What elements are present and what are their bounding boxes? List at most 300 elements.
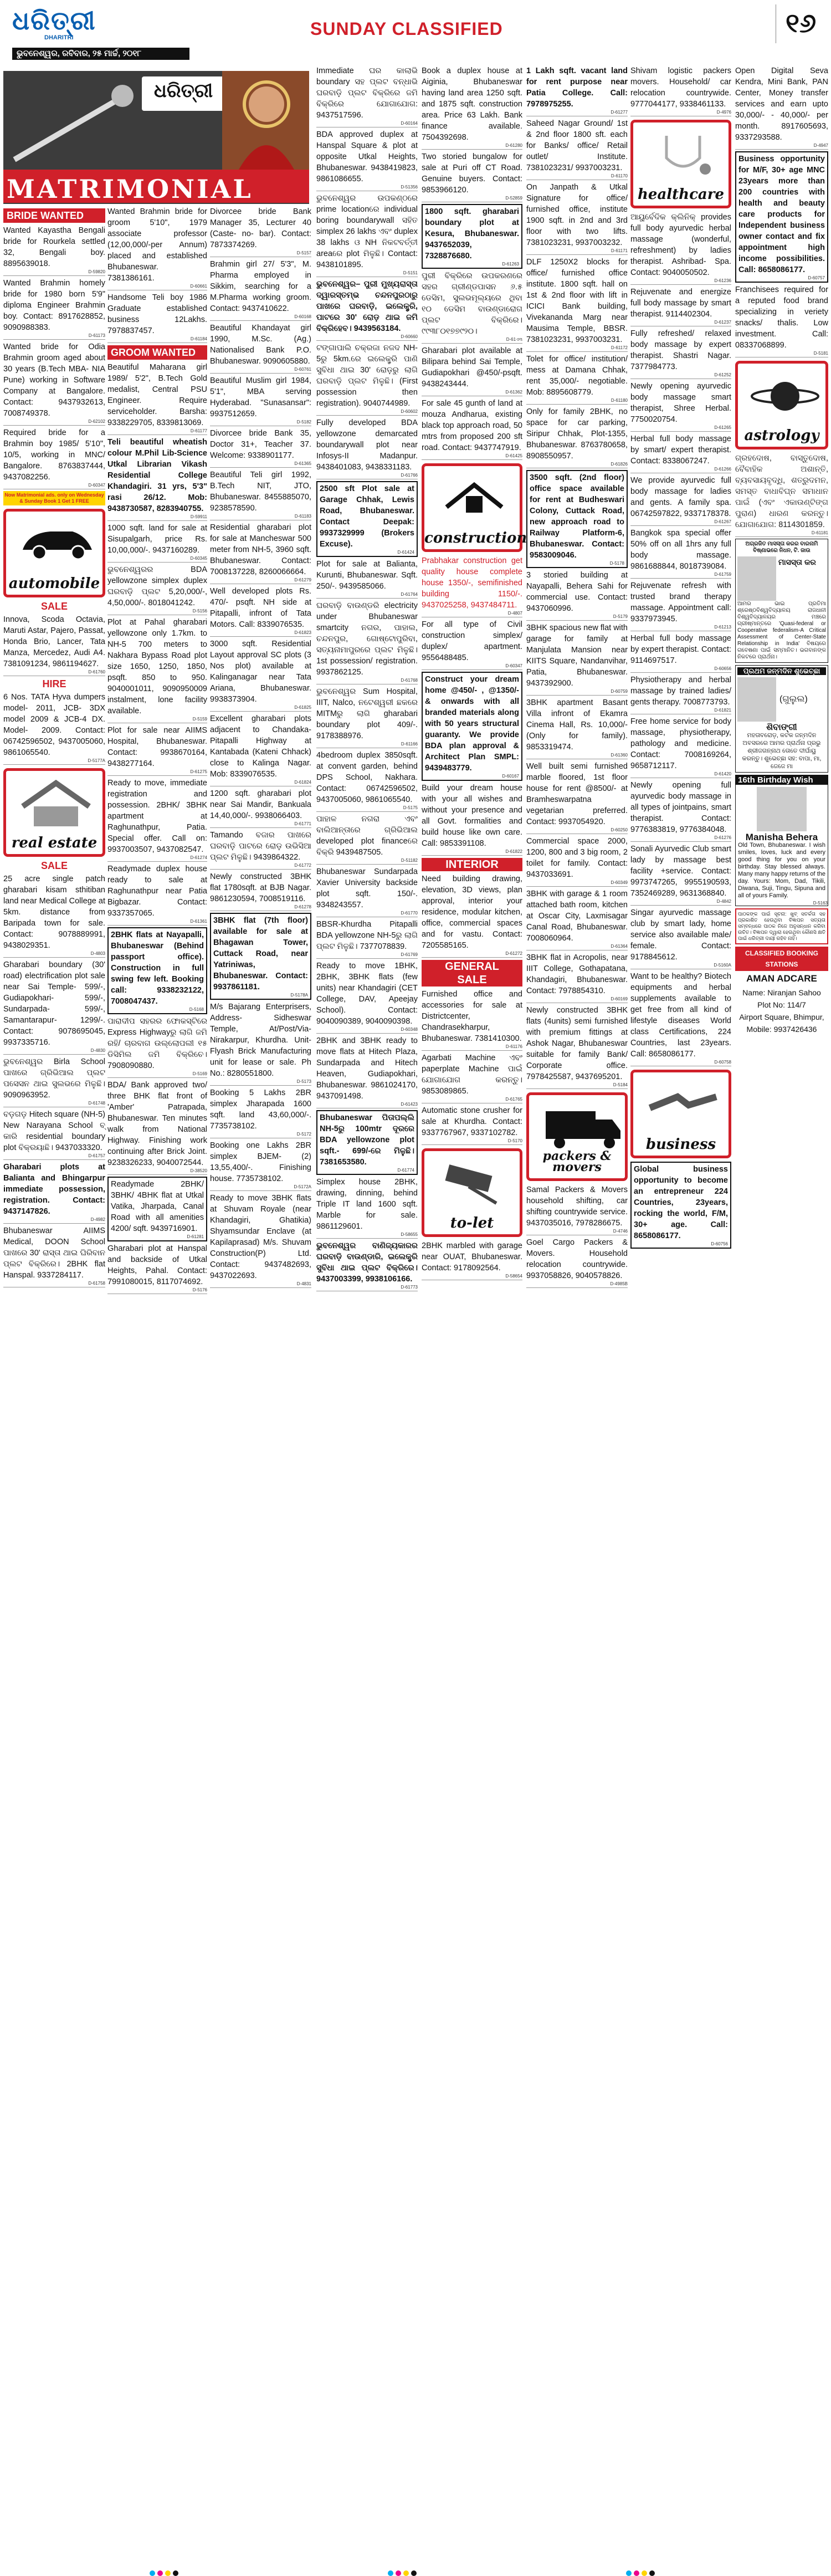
ad-text: Bhubaneswar Sundarpada Xavier University backside plot sqft. 150/-. 9348243557. [316,867,418,909]
ad-text: DLF 1250X2 blocks for office/ furnished office institute. 1800 sqft. hall on 1st & 2nd floor with lift in ICICI Bank building, Vivekananda Marg near Mausima Temple, BBSR. 7381023231, 9937003231. [526,258,628,344]
ad-code: D-60660 [401,334,418,339]
classified-ad [422,619,522,670]
ad-code: D-61764 [401,592,418,597]
booking-line: Mobile: 9937426436 [746,1025,817,1034]
column-2 [107,206,207,1423]
classified-ad [107,1016,207,1078]
classified-ad [735,151,828,283]
column-8 [735,65,828,1282]
ad-text: 3BHK flat in Acropolis, near IIIT College, Gothapatana, Khandagiri, Bhubaneswar. Contact: 7978854310. [526,953,628,995]
classified-ad [107,617,207,723]
ad-code: D-4803 [90,951,105,956]
ad-text: Singar ayurvedic massage club by smart lady, home service also available male/ female. Contact: 9178845612. [630,908,731,962]
registration-dot [396,2570,401,2576]
ad-code: D-60167 [502,774,519,779]
construction-tile [422,463,527,552]
classified-ad [526,761,628,834]
print-registration-footer [0,1285,831,1294]
registration-dot [634,2570,639,2576]
classified-ad [210,788,311,828]
registration-dot [411,2570,417,2576]
classified-ad [107,362,207,435]
ad-code: D-60757 [808,275,825,280]
classified-ad [210,830,311,870]
ad-code: D-62102 [88,419,105,424]
ad-code: D-60761 [294,367,311,372]
ad-code: D-61180 [611,398,628,403]
birthday-wish-heading: 16th Birthday Wish [736,775,828,785]
classified-ad [526,470,628,568]
booking-heading: CLASSIFIED BOOKING STATIONS [735,947,828,971]
classified-ad [3,1056,105,1107]
column-1 [3,206,105,1423]
ad-code: D-61822 [505,849,522,854]
ad-text: Open Digital Seva Kendra, Mini Bank, PAN Center, Money transfer services and earn upto 30,000/- - 40,000/- per month. 8917605693, 9337293588. [735,67,828,142]
classified-ad [422,1105,522,1145]
ad-text: ଟଙ୍ଗାପାଲି ଚକ୍ରଜା ନଜଦ NH-5ରୁ 5km.ରେ ଇଲେକ୍ଟ୍ରି ପାଣି ସୁବିଧା ଥାଇ 30' ରୋଡ଼ରୁ ଲାଗି ଘରବାଡ଼ି ପ୍ଲଟ ମିଳୁଛି। (First possession then registration). 9040744989. [316,344,418,408]
ad-code: D-5177A [88,758,105,763]
column-4 [316,65,418,1290]
ad-text: Wanted Brahmin homely bride for 1980 born 5'9" diploma Engineer Brahmin boy. Contact: 8917628852, 9090988383. [3,279,105,332]
ad-text: Gharabari plot available at Bilipara behind Sai Temple, Gudiapokhari @450/-psqft. 9438243444. [422,346,522,389]
classified-ad [210,522,311,584]
ad-code: D-4947 [813,143,828,148]
logo-text: ଧରିତ୍ରୀ [12,6,96,35]
real-estate-tile [3,768,105,857]
ad-code: D-61774 [397,1168,414,1173]
ad-code: D-61176 [505,1044,522,1049]
ad-code: D-61281 [187,1234,204,1239]
ad-code: D-61267 [714,519,731,524]
ad-text: 3000 sqft. Residential Layout approval SC plots (3 Nos plot) available at Kalinganagar near Tata Ariana, Bhubaneswar. 9938373904. [210,640,311,704]
ad-code: D-61420 [714,771,731,776]
ad-code: D-61766 [401,473,418,478]
business-ad [630,1162,731,1249]
astrology-label: astrology [744,427,819,444]
ad-code: D-5178 [609,561,624,566]
ad-text: Furnished office and accessories for sale at Districtcenter, Chandrasekharpur, Bhubaneswar. 7381410300. [422,990,522,1043]
ad-code: D-4842 [716,899,731,904]
ad-text: Sonali Ayurvedic Club smart lady by massage best facility +service. Contact: 9973747265, 9955190593, 7352469289, 9631368840. [630,845,731,898]
healthcare-label: healthcare [638,186,724,203]
ad-text: For sale 45 gunth of land at mouza Andharua, existing black top approach road, 50 mtrs from proposed 200 sft road. Contact: 9437747919. [422,399,522,452]
classified-ad [316,866,418,917]
birthday-heading: ପ୍ରଥମ ଜନ୍ମଦିନ ଶୁଭେଚ୍ଛା [737,667,826,675]
ad-code: D-61272 [505,951,522,956]
ad-code: D-5184 [613,1082,628,1087]
ad-code: D-61769 [401,952,418,957]
ad-code: D-61365 [294,461,311,466]
ad-text: 3BHK flat (7th floor) available for sale at Bhagawan Tower, Cuttack Road, near Yatriniwas, Bhubaneswar. Contact: 9937861181. [213,916,308,991]
ad-text: Commercial space 2000, 1200, 800 and 3 big room, 2 toilet for family. Contact: 9437033691. [526,837,628,879]
classified-ad [526,182,628,255]
birthday-wish-photo [757,787,807,831]
to-let-ad [422,1240,522,1280]
classified-ad [210,1001,311,1086]
classified-ad [422,270,522,344]
classified-ad [210,1087,311,1138]
construction-label: construction [424,530,527,546]
classified-ad [316,481,418,557]
classified-ad [422,345,522,396]
classified-ad [3,1162,105,1224]
registration-dot [165,2570,171,2576]
astrology-ad [735,453,828,537]
ad-code: D-61263 [502,262,519,267]
newspaper-logo [12,6,145,44]
ad-text: 1800 sqft. gharabari boundary plot at Kesura, Bhubaneswar. 9437652039, 7328876680. [425,207,519,260]
ad-text: 3500 sqft. (2nd floor) office space available for rent at Budheswari Colony, Cuttack Road, new approach road to Railway Platform-6, Bhubaneswar. Contact: 9583009046. [530,473,624,560]
ad-code: D-61ଏ୩ [506,337,522,342]
to-let-sign-icon [435,1159,513,1209]
classified-ad [630,580,731,631]
ad-code: D-5179 [613,614,628,619]
registration-dot [403,2570,409,2576]
classified-ad [316,750,418,812]
page-number: ୧୬ [786,8,817,39]
classified-ad [3,341,105,426]
ad-code: D-61279 [294,577,311,582]
ad-code: D-61760 [88,669,105,674]
registration-dot [649,2570,655,2576]
ad-code: D-61748 [88,1101,105,1106]
ad-code: D-61213 [714,625,731,630]
ad-code: D-61823 [294,630,311,635]
ad-text: Saheed Nagar Ground/ 1st & 2nd floor 1800 sft. each for Banks/ office/ Retail outlet/ Institute. 7381023231/ 9937003231. [526,119,628,172]
ad-text: Immediate ଘର କାଲାଭି boundary ସହ ପ୍ଲଟ ବନ୍ଧାଭି ଘରବାଡ଼ି ପ୍ଲଟ ବିକ୍ରିରେ ଜମି ବିକ୍ରିରେ ଯୋଗାଯୋଗ: 9437517596. [316,67,418,120]
ad-code: D-61364 [611,944,628,949]
ad-code: D-4976 [716,110,731,115]
classified-ad [422,672,522,781]
ad-code: D-60756 [711,1241,728,1246]
classified-ad [316,1110,418,1175]
classified-ad [316,1035,418,1108]
obituary-text: ଆମର ଭାଇ ପ୍ରତିମା ଶ୍ରେଷ୍ଠବିଶ୍ୱବିଦ୍ୟାଳୟ ରାଜଧାନୀ ବିଶ୍ୱବିଦ୍ୟାଳୟର ମଞ୍ଚରେ ଗ୍ରୀଷ୍ମାନ୍ତରେ 'Quasi-federal or Cooperative federalism-A Critical Assessment of Center-State Relationship in India' ବିଷୟରେ ଗବେଷଣା ପାଇଁ ସମ୍ମାନିତ। ଭଗବାନଙ୍କ ନିକଟରେ ପ୍ରାର୍ଥନା। [737,601,826,660]
ad-code: D-60661 [190,284,207,289]
booking-line: Name: Niranjan Sahoo [742,988,821,997]
interior-heading: INTERIOR [422,858,522,871]
classified-ad [107,927,207,1014]
ad-text: Build your dream house with your all wishes and without your presence and all Govt. formalities and build house like own care. Call: 9853391108. [422,784,522,848]
ad-code: D-58654 [505,1274,522,1279]
ad-text: Simplex house 2BHK, drawing, dinning, behind Triple IT land 1600 sqft. Marble for sale. 9861129601. [316,1178,418,1231]
classified-ad [630,633,731,673]
ad-text: 25 acre single patch gharabari kisam sthitiban land near Medical College at 5km. distance from Baripada town for sale. Contact: 9078889991, 9438029351. [3,875,105,950]
birthday-nickname: (ଗୁଲୁଲ) [779,694,808,704]
ad-code: D-61362 [505,390,522,395]
construction-icon [435,474,513,524]
ad-text: Plot for sale near AIIMS Hospital, Bhubaneswar. Contact: 9938670164, 9438277164. [107,726,207,768]
ad-text: Brahmin girl 27/ 5'3", M. Pharma employed in Sikkim, searching for a M.Pharma working groom. Contact: 9437410622. [210,260,311,313]
to-let-tile [422,1148,522,1237]
classified-ad [210,323,311,374]
ad-text: Bangkok spa special offer 50% off on all 1hrs any full body massage. 9861688844, 8018739084. [630,529,731,571]
ad-text: Bhubaneswar AIIMS Medical, DOON School ପାଖରେ 30' ରାସ୍ତା ଥାଇ ଘିରିବାନ ପ୍ଲଟ ବିକ୍ରିରେ। 2BHK flat Hanspal. 9337284117. [3,1226,105,1280]
classified-ad [630,907,731,969]
classified-ad [630,971,731,1066]
ad-text: Innova, Scoda Octavia, Maruti Astar, Pajero, Passat, Honda Brio, Lancer, Tata Manza, Mercedez, Audi A4. 7381091234, 9861194627. [3,615,105,668]
booking-line: Airport Square, Bhimpur, [739,1013,824,1021]
obituary-name: ମାସସ୍ତା କର [778,558,816,566]
ad-text: Newly constructed 3BHK flat 1780sqft. at BJB Nagar. 9861230594, 7008519116. [210,872,311,903]
classified-ad [422,398,522,460]
ad-code: D-61183 [294,514,311,519]
ad-code: D-58655 [401,1232,418,1237]
ad-code: D-61275 [190,769,207,774]
ad-code: D-5163 [813,901,828,906]
ad-text: We provide ayurvedic full body massage for ladies and gents. A family spa. 06742597822, 9337178378. [630,476,731,518]
free-offer-note: Now Matrimonial ads. only on Wednesday & Sunday Book 1 Get 1 FREE [3,491,105,505]
ad-code: D-61171 [611,248,628,253]
ad-text: Divorcee bride Bank Manager 35, Lecturer 40 (Caste- no- bar). Contact: 7873374269. [210,207,311,249]
ad-text: Shivam logistic packers movers. Household/ car relocation countrywide. 9777044177, 9338461133. [630,67,731,109]
ad-code: D-5157 [296,251,311,255]
classified-ad [526,1184,628,1235]
ad-text: ଭୁବନେଶ୍ୱର Birla School ପାଖରେ ଗ୍ରିଭିଆଲ ପ୍ଲଟ ପସେସନ ଥାଇ ସୁଲଭରେ ମିଳୁଛି। 9090963952. [3,1057,105,1100]
classified-ad [526,257,628,352]
ad-code: D-61759 [714,572,731,577]
ad-code: D-5169 [192,1071,207,1076]
ad-code: D-4831 [296,1281,311,1286]
ad-text: Herbal full body massage by smart/ expert therapist. Contact: 8338067247. [630,435,731,466]
ad-code: D-61177 [190,428,207,433]
ad-code: D-5160A [714,963,731,968]
ad-code: D-60345 [190,556,207,561]
classified-ad [316,814,418,865]
ad-code: D-60250 [611,827,628,832]
ad-text: Herbal full body massage by expert therapist. Contact: 9114697517. [630,634,731,665]
ad-code: D-51182 [401,858,418,863]
automobile-tile [3,509,105,597]
classified-ad [107,1080,207,1175]
packers-movers-tile [526,1092,628,1181]
classified-ad [3,1109,105,1160]
classified-ad [526,65,628,116]
classified-ad [316,559,418,599]
classified-ad [316,193,418,277]
ad-text: Need building drawing, elevation, 3D views, plan approval, interior your residence, modular kitchen, office, commercial spaces and for vastu. Contact: 7205585165. [422,875,522,950]
reader-notice: ପାଠକଙ୍କ ପାଇଁ ସୂଚନା: ଖୁବ୍ ସତର୍କତା ସହ ପ୍ରକାଶିତ ହେଉଥିବା ବିଜ୍ଞାପନ ସତ୍ୟତା ସମ୍ବନ୍ଧରେ ପାଠକ ନିଜେ ଅନୁସନ୍ଧାନ କରିବା ଉଚିତ। ବିଜ୍ଞାପନ ଦ୍ୱାରା ହେଉଥିବା କୌଣସି କ୍ଷତି ପାଇଁ ଧରିତ୍ରୀ ଦାୟୀ ରହିବ ନାହିଁ। [735,908,828,944]
ad-text: Fully refreshed/ relaxed body massage by expert therapist. Shastri Nagar. 7377984773. [630,329,731,371]
classified-ad [107,725,207,776]
classified-ad [316,279,418,341]
ad-code: D-60602 [401,409,418,414]
ad-code: D-61771 [294,821,311,826]
classified-ad [210,871,311,911]
ad-code: D-61768 [401,678,418,683]
birthday-box [735,665,828,773]
ad-text: ଆୟୁର୍ବେଦିକ କ୍ଲିନିକ୍ provides full body ayurvedic herbal massage (wonderful, refreshment) by ladies therapist. Ashribad- Spa. Contact: 9040050502. [630,213,731,277]
ad-code: D-5176 [192,1287,207,1292]
ad-code: D-61824 [294,780,311,785]
ad-code: D-61773 [401,1285,418,1290]
ad-text: Want to be healthy? Biotech equipments and herbal supplements available to get free from all kind of lifestyle diseases World class Certifications, 224 Countries, last 23years. Call: 8658086177. [630,972,731,1059]
classified-ad [107,778,207,862]
ad-text: Wanted Brahmin bride for groom 5'10", 1979 associate professor (12,00,000/-per Annum) placed and established Bhubaneswar. 7381386161. [107,207,207,283]
classified-ad [526,622,628,696]
ad-code: D-38520 [190,1168,207,1173]
classified-ad [107,437,207,521]
classified-ad [210,713,311,786]
classified-ad [210,1140,311,1191]
classified-ad [422,555,522,617]
ad-text: Two storied bungalow for sale at Puri off CT Road. Genuine buyers. Contact: 9853966120. [422,152,522,195]
ad-code: D-52859 [505,196,522,201]
general-sale-heading: SALE [422,973,522,987]
ad-text: Booking one Lakhs 2BR simplex BJEM- (2) 13,55,400/-. Finishing house. 7735738102. [210,1141,311,1183]
ad-text: ଭୁବନେଶ୍ୱର– ପୁରୀ ମୁଖ୍ୟରାସ୍ତା ଦ୍ୱାରସ୍ତମ୍ଭ ଚନ୍ଦନପୁରଠାରୁ ପାଖରେ ଘରବାଡ଼ି, ଇଲେକ୍ଟ୍ରି, ପାଟରେ 30' ରୋଡ଼ ଥାଇ ଜମି ବିକ୍ରିହେବ। 9439563184. [316,280,418,333]
ad-text: BDA approved duplex at Hanspal Square & plot at opposite Utkal Heights, Bhubaneswar. 9438419823, 9861086655. [316,130,418,183]
birthday-wish-box [735,775,828,906]
ad-code: D-61166 [401,742,418,747]
ad-text: Residential gharabari plot for sale at Mancheswar 500 meter from NH-5, 3960 sqft. Bhubaneswar. Contact: 7008137228, 8260066664. [210,523,311,576]
classified-ad [422,204,522,269]
ad-code: D-61181 [811,530,828,535]
classified-ad [3,1225,105,1287]
ad-text: Beautiful Khandayat girl 1990, M.Sc. (Ag.) Nationalised Bank P.O. Bhubaneswar. 9090605880. [210,324,311,366]
classified-ad [107,564,207,615]
ad-text: Franchisees required for a reputed food brand specializing in veriety snacks/ thalis. Low investment. Call: 08337068899. [735,285,828,350]
ad-text: Newly constructed 3BHK flats (4units) semi furnished with premium fittings at Ashok Nagar, Bhubaneswar suitable for family Bank/ Corporate office. 7978425587, 9437695201. [526,1006,628,1081]
registration-dot [157,2570,163,2576]
ad-text: Wanted Kayastha Bengali bride for Rourkela settled 32, Bengali boy. 8895639018. [3,226,105,268]
classified-ad [526,118,628,180]
ad-code: D-61423 [401,1102,418,1107]
classified-ad [422,783,522,856]
ad-text: Readymade duplex house ready to sale at Raghunathpur near Patia Bigbazar. Contact: 9337357065. [107,865,207,918]
ad-text: Booking 5 Lakhs 2BR simplex Jharapada 1600 sqft. land 43,60,000/-. 7735738102. [210,1088,311,1131]
classified-ad [107,863,207,926]
ad-text: Book a duplex house at Aiginia, Bhubaneswar having land area 1250 sqft. and 1875 sqft. construction area. Price 63 Lakh. Bank finance available. 7504392698. [422,67,522,142]
ad-text: Wanted bride for Odia Brahmin groom aged about 30 years (B.Tech MBA- NIA Pune) working in Software Company at Bangalore. Contact: 9437932613, 7008749378. [3,343,105,418]
ad-text: Ready to move 3BHK flats at Shuvam Royale (near Khandagiri, Ghatikia) Shyamsundar Enclave (at Kapilaprasad) M/s. Shuvam Construction(P) Ltd. Contact: 9437482693, 9437022693. [210,1194,311,1280]
classified-ad [630,528,731,579]
interior-ad [422,873,522,958]
classified-ad [316,417,418,479]
ad-text: ଘରବାଡ଼ି ବାଉଣ୍ଡରି electricity under Bhubaneswar smartcity ନଗର, ପାହାଲ, ଚନ୍ଦନପୁର, ଗୋଷ୍ଟୋପୁରିବା, ସତ୍ୟନାମାପୁରରେ ପ୍ଲଟ ମିଳୁଛି। 1st possession/ registration. 9937862125. [316,601,418,677]
classified-ad [630,674,731,714]
ad-text: Tamando ବଜାର ପାଖରେ ଘରବାଡ଼ି ପାଟରେ ରୋଡ଼ ଉଭିସିଆ ପ୍ଲଟ ମିଳୁଛି। 9439864322. [210,831,311,862]
ad-text: 3BHK spacious new flat with garage for family at Manjulata Mansion near KIITS Square, Nandanvihar, Patia, Bhubaneswar. 9437392900. [526,623,628,688]
classified-ad [210,375,311,426]
classified-ad [107,523,207,563]
classified-ad [316,65,418,127]
ad-code: D-60759 [611,689,628,694]
automobile-label: automobile [8,575,100,592]
classified-ad [316,919,418,959]
ad-code: D-59820 [88,269,105,274]
ad-text: BDA/ Bank approved two/ three BHK flat front of 'Amber' Patrapada, Bhubaneswar. Ten minutes walk from National Highway. Finishing work continuing after Brick Joint. 9238326233, 9040072544. [107,1081,207,1167]
ad-text: For all type of Civil construction simplex/ duplex/ apartment. 9556488485. [422,620,522,662]
auto-sale-ad [3,614,105,676]
car-icon [17,519,95,564]
registration-dot [626,2570,632,2576]
classified-ad [526,888,628,950]
ad-text: Plot for sale at Balianta, Kurunti, Bhubaneswar. Sqft. 250/-. 9439585066. [316,560,418,591]
classified-ad [735,284,828,357]
ad-text: ବଡ଼ଗଡ଼ Hitech square (NH-5) New Narayana School ବ୍ କାରି residential boundary plot ବିକ୍ରୟାଛି। 9437033320. [3,1110,105,1152]
ad-code: D-60169 [611,996,628,1001]
classified-ad [526,1237,628,1288]
ad-text: ପାରାଦୀପ ସହରର ଫୋକସ୍ଟିରେ Express Highwayରୁ ଲାଗି ଜମି ରହି/ ଚାରବାଗ ଉଲ୍ଲୋପଲୀ ୧୫ ଡିସିମିଲ ଜମି ବିକ୍ରିଚେ। 7908090880. [107,1017,207,1070]
ad-text: Business opportunity for M/F, 30+ age MNC 23years more than 200 countries with health and beauty care products for Independent business owner contact and fix appointment high income possibilities. Call: 8658086177. [738,155,825,274]
birthday-wish-text: Old Town, Bhubaneswar. I wish smiles, loves, luck and every good thing for you on your birthday. Stay blessed always. Many many happy returns of the day. Yours: Mom, Dad, Tikili, Diwana, Suji, Tingu, Sipuna and all of yours Family. [738,842,825,899]
ad-code: D-61361 [190,919,207,924]
registration-dot [388,2570,393,2576]
ad-text: Excellent gharabari plots adjacent to Chandaka-Pitapalli Highway at Kantabada (Kateni Chhack) close to Kalinga Nagar. Mob: 8339076535. [210,714,311,779]
classified-ad [210,206,311,257]
ad-code: D-5182 [296,420,311,425]
ad-text: Plot at Pahal gharabari yellowzone only 1.7km. to NH-5 700 meters to Nakhara Bypass Road plot size 1650, 1250, 1850, psqft. 850 to 950. 9040001011, 9090950009 instalment, lone facility available. [107,618,207,715]
auto-sale-heading: SALE [40,601,68,612]
classified-ad [3,873,105,958]
ad-text: Physiotherapy and herbal massage by trained ladies/ gents therapy. 7008773793. [630,676,731,707]
real-estate-sale-heading: SALE [40,860,68,871]
classified-ad [316,960,418,1034]
classified-ad [630,328,731,379]
ad-code: D-61765 [505,1097,522,1102]
ad-text: Handsome Teli boy 1986 Graduate established business 12Lakhs. 7978837457. [107,293,207,335]
house-icon [17,779,95,829]
ad-code: D-61280 [505,143,522,148]
classified-ad [630,381,731,432]
registration-dot [173,2570,178,2576]
classified-ad [630,65,731,116]
ad-code: D-61424 [397,550,414,555]
ad-text: 2BHK marbled with garage near OUAT, Bhubaneswar. Contact: 9178092564. [422,1241,522,1272]
classified-ad [107,1177,207,1241]
ad-text: Well developed plots Rs. 470/- psqft. NH side at Pitapalli, infront of Tata Motors. Call: 8339076535. [210,587,311,629]
classified-ad [210,259,311,321]
classified-ad [316,1240,418,1291]
groom-wanted-heading: GROOM WANTED [107,345,207,360]
classified-ad [316,1177,418,1239]
column-3 [210,206,311,1423]
ad-code: D-61758 [88,1281,105,1286]
ad-code: D-60347 [505,663,522,668]
ad-text: Readymade 2BHK/ 3BHK/ 4BHK flat at Utkal Vatika, Jharpada, Canal Road with all amenities 4200/ sqft. 9439716901. [111,1180,204,1233]
to-let-label: to-let [450,1215,494,1231]
ad-text: ଭୁବନେଶ୍ୱର ଉପକଣ୍ଠରେ prime locationରେ individual boring boundarywall ସହିତ simplex 26 lakhs ଏବଂ duplex 38 lakhs ଓ NH ନିକଟବର୍ତ୍ତୀ areaରେ plot ମିଳୁଛି। Contact: 9438101895. [316,194,418,269]
bride-wanted-heading: BRIDE WANTED [3,208,105,223]
ad-text: Beautiful Muslim girl 1984, 5'1", MBA serving Hyderabad. "Sunasansar": 9937512659. [210,376,311,418]
classified-ad [630,844,731,906]
classified-ad [210,1193,311,1288]
registration-dot [150,2570,155,2576]
ad-text: 2500 sft Plot sale at Garage Chhak, Lewis Road, Bhubaneswar. Contact Deepak: 9937329999 (Brokers Excuse). [320,484,414,549]
ad-text: 6 Nos. TATA Hyva dumpers model- 2011, JCB- 3DX model 2009 & JCB-4 DX. Model- 2009. Contact: 06742596502, 9437005060, 9861065540. [3,693,105,757]
ad-code: D-4830 [90,1048,105,1053]
classified-ad [422,151,522,202]
classified-ad [107,292,207,343]
ad-code: D-60348 [401,1027,418,1032]
ad-code: D-61172 [611,345,628,350]
ad-code: D-5178A [290,993,308,998]
ad-code: D-5172 [296,1132,311,1137]
classified-ad [526,354,628,405]
ad-text: Gharabari boundary (30' road) electrification plot sale near Sai Temple- 599/-, Gudiapokhari- 599/-, Sundarpada- 599/-, Samantarapur- 1299/-. Contact: 9078695045, 9937335716. [3,960,105,1047]
classified-ad [210,428,311,468]
ad-text: Rejuvenate and energize full body massage by smart therapist. 9114402304. [630,288,731,319]
classified-ad [3,225,105,276]
classified-ad [3,278,105,340]
ad-text: Teli beautiful wheatish colour M.Phil Lib-Science Utkal Librarian Vikash Residential College Khandagiri. 31 yrs, 5'3" rasi 26/12. Mob: 9438730587, 8283940755. [107,438,207,513]
classified-ad [526,836,628,887]
ad-code: D-61170 [611,173,628,178]
ad-text: ଭୁବନେଶ୍ୱରର BDA yellowzone simplex duplex ଘରବାଡ଼ି ପ୍ଲଟ 5,20,000/-, 4,50,000/-. 8018041242. [107,565,207,607]
ad-code: D-61278 [294,904,311,909]
ad-code: D-61425 [505,453,522,458]
